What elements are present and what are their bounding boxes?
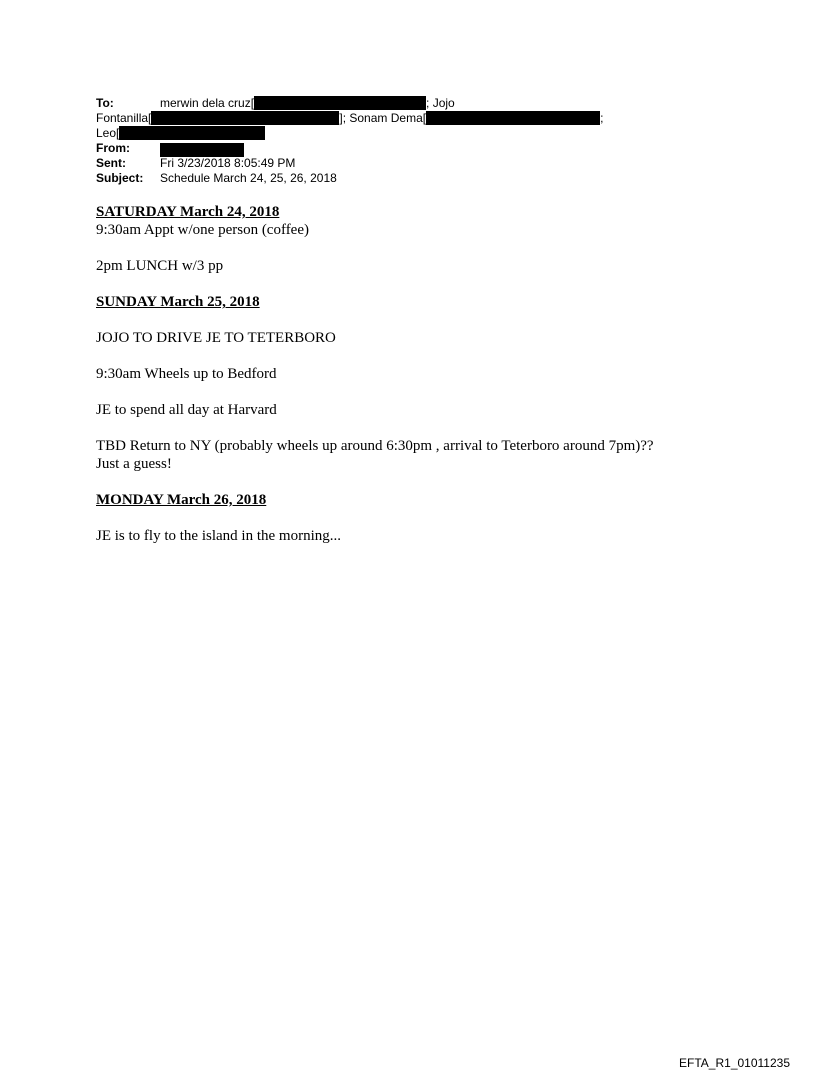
to-row <box>96 96 656 111</box>
redaction-block <box>426 111 600 125</box>
to-row-continued-1 <box>96 111 656 126</box>
saturday-item: 2pm LUNCH w/3 pp <box>96 258 224 274</box>
subject-value: Schedule March 24, 25, 26, 2018 <box>160 171 337 185</box>
sunday-item: TBD Return to NY (probably wheels up around 6:30pm , arrival to Teterboro around 7pm)?? <box>96 438 654 454</box>
email-header <box>96 96 656 186</box>
to-recipient-2: Fontanilla[ <box>96 111 152 125</box>
sunday-heading: SUNDAY March 25, 2018 <box>96 294 260 310</box>
redaction-block <box>119 126 265 140</box>
redaction-block <box>254 96 426 110</box>
to-value <box>160 96 455 111</box>
redaction-block <box>160 143 244 157</box>
from-row <box>96 141 656 156</box>
document-id: EFTA_R1_01011235 <box>679 1056 790 1070</box>
to-recipient-3: Leo[ <box>96 126 120 140</box>
subject-label: Subject: <box>96 171 144 185</box>
to-separator-1: ; Jojo <box>426 96 455 110</box>
to-separator-2: ]; Sonam Dema[ <box>339 111 427 125</box>
to-separator-3: ; <box>600 111 604 125</box>
sunday-item: JE to spend all day at Harvard <box>96 402 277 418</box>
sent-row <box>96 156 656 171</box>
from-label: From: <box>96 141 130 155</box>
saturday-item: 9:30am Appt w/one person (coffee) <box>96 222 309 238</box>
monday-item: JE is to fly to the island in the morning... <box>96 528 341 544</box>
to-recipient-1: merwin dela cruz[ <box>160 96 255 110</box>
to-row-continued-2 <box>96 126 656 141</box>
sent-label: Sent: <box>96 156 126 170</box>
monday-heading: MONDAY March 26, 2018 <box>96 492 267 508</box>
sunday-item: JOJO TO DRIVE JE TO TETERBORO <box>96 330 336 346</box>
redaction-block <box>151 111 339 125</box>
to-label: To: <box>96 96 114 110</box>
sunday-item: Just a guess! <box>96 456 172 472</box>
saturday-heading: SATURDAY March 24, 2018 <box>96 204 280 220</box>
sunday-item: 9:30am Wheels up to Bedford <box>96 366 277 382</box>
subject-row <box>96 171 656 186</box>
email-body <box>96 203 716 545</box>
sent-value: Fri 3/23/2018 8:05:49 PM <box>160 156 296 170</box>
